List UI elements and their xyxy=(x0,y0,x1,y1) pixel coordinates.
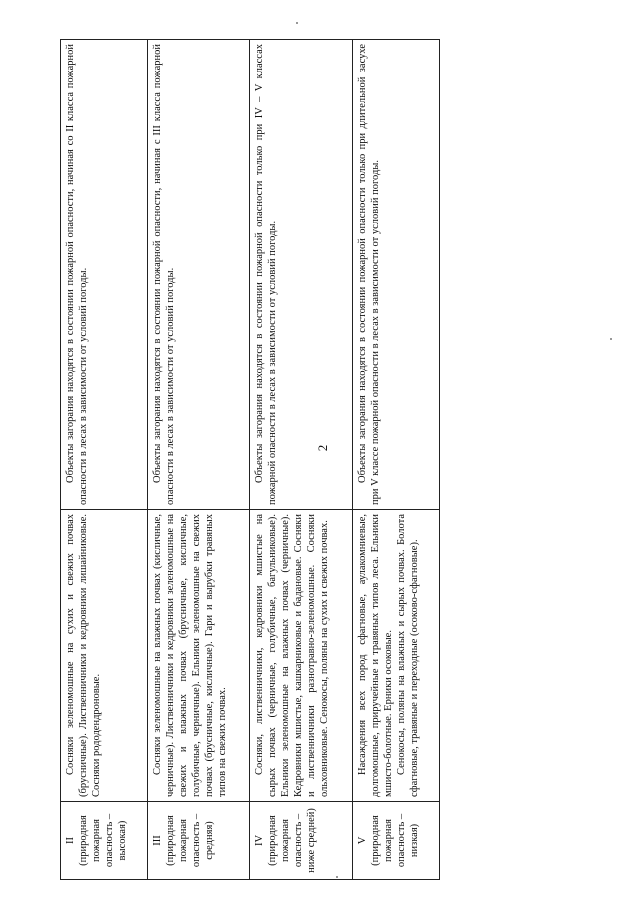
fire-danger-class-table xyxy=(60,39,440,880)
stands-text: Сосняки зеленомошные на влажных почвах (кисличные, черничные). Лиственничники и кедровники зеленомошные на свежих и влажных почвах (брусничные, кисличные, голубичные, черничные). Ельники зеленомошные на свежих почвах (брусничные, кисличные). Гари и вырубки травяных типов на свежих почвах. xyxy=(151,514,228,797)
conditions-cell xyxy=(353,40,440,510)
stands-cell xyxy=(353,510,440,802)
conditions-text: Объекты загорания находятся в состоянии пожарной опасности, начиная с III класса пожарной опасности в лесах в зависимости от условий погоды. xyxy=(151,44,176,505)
conditions-cell xyxy=(147,40,250,510)
class-number: III xyxy=(151,835,163,846)
conditions-cell xyxy=(61,40,148,510)
class-cell xyxy=(147,802,250,880)
table-row xyxy=(250,40,353,880)
class-cell xyxy=(353,802,440,880)
class-cell xyxy=(250,802,353,880)
class-cell xyxy=(61,802,148,880)
rotated-table-container xyxy=(60,40,440,880)
conditions-text: Объекты загорания находятся в состоянии пожарной опасности только при длительной засухе при V классе пожарной опасности в лесах в зависимости от условий погоды. xyxy=(357,44,382,505)
stands-text: Насаждения всех пород сфагновые, аулакомниевые, долгомошные, приручейные и травяных типов леса. Ельники мшисто-болотные. Ерники осоковые. xyxy=(357,514,395,797)
conditions-cell xyxy=(250,40,353,510)
stands-cell xyxy=(147,510,250,802)
page-number: 2 xyxy=(315,444,330,452)
class-description: (природная пожарная опасность – средняя) xyxy=(164,813,215,868)
scan-speck xyxy=(610,338,612,340)
table-row xyxy=(61,40,148,880)
stands-text: Сосняки, лиственничники, кедровники мшистые на сырых почвах (черничные, голубичные, багульниковые). Ельники зеленомошные на влажных почвах (черничные). Кедровники мшистые, кашкарниковые и бадановые. Сосняки и лиственничники разнотравно-зеленомошные. Сосняки ольховниковые. Сенокосы, поляны на сухих и свежих почвах. xyxy=(254,514,331,797)
class-description: (природная пожарная опасность – низкая) xyxy=(370,813,421,868)
stands-cell xyxy=(61,510,148,802)
scan-speck xyxy=(336,876,338,878)
conditions-text: Объекты загорания находятся в состоянии пожарной опасности только при IV – V классах пожарной опасности в лесах в зависимости от условий погоды. xyxy=(254,44,279,505)
table-row xyxy=(353,40,440,880)
class-description: (природная пожарная опасность – ниже средней) xyxy=(267,808,318,873)
class-number: IV xyxy=(254,834,266,847)
class-number: II xyxy=(65,837,76,844)
class-number: V xyxy=(357,836,369,845)
table-row xyxy=(147,40,250,880)
class-description: (природная пожарная опасность – высокая) xyxy=(78,813,128,868)
conditions-text: Объекты загорания находятся в состоянии пожарной опасности, начиная со II класса пожарной опасности в лесах в зависимости от условий погоды. xyxy=(65,44,89,505)
scan-speck xyxy=(296,22,298,24)
stands-text-2: Сенокосы, поляны на влажных и сырых почвах. Болота сфагновые, травяные и переходные (осоково-сфагновые). xyxy=(396,514,421,797)
stands-text: Сосняки зеленомошные на сухих и свежих почвах (брусничные). Лиственничники и кедровники лишайниковые. Сосняки рододендроновые. xyxy=(65,514,102,797)
stands-cell xyxy=(250,510,353,802)
